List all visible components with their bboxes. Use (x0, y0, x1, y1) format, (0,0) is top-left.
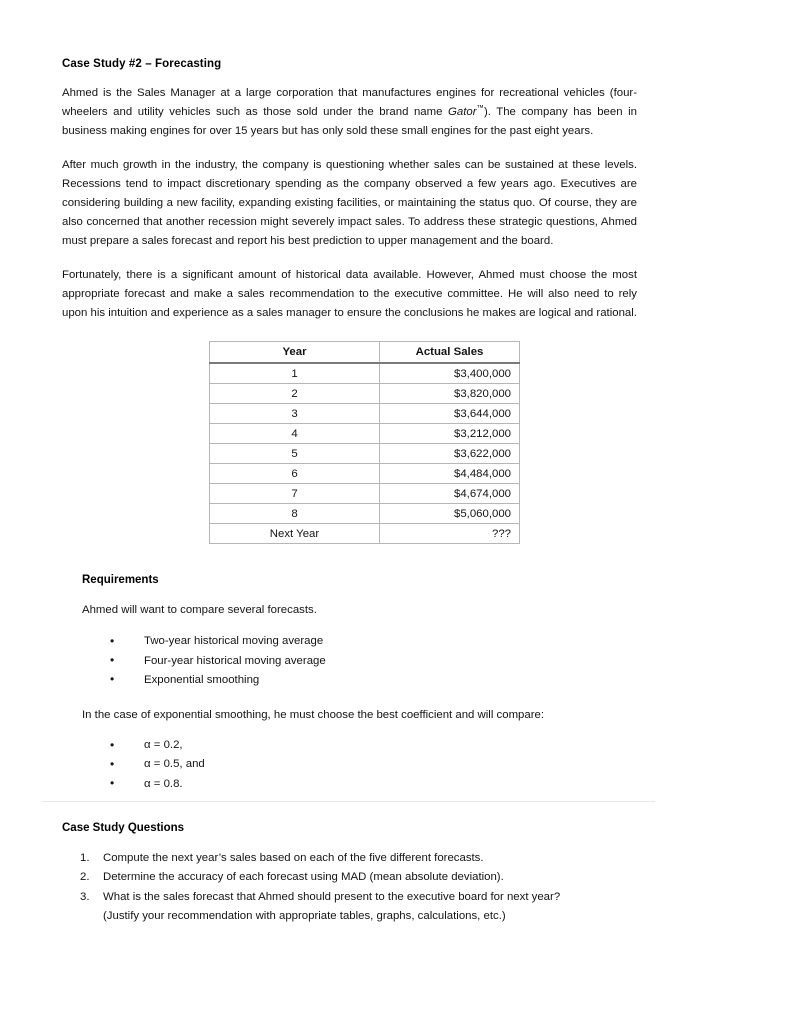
list-item: • Four-year historical moving average (82, 652, 638, 671)
column-header-actual-sales: Actual Sales (380, 342, 520, 364)
trademark-symbol: ™ (476, 103, 484, 113)
paragraph-growth: After much growth in the industry, the company is questioning whether sales can be sustained at these levels. Recessions tend to impact discretionary spending as the company observed a few years ago. Executives are considering building a new facility, expanding existing facilities, or maintaining the status quo. Of course, they are also concerned that another recession might severely impact sales. To address these strategic questions, Ahmed must prepare a sales forecast and report his best prediction to upper management and the board. (62, 158, 637, 248)
cell-year: 8 (210, 504, 380, 524)
cell-year: 6 (210, 464, 380, 484)
table-row (210, 444, 520, 464)
list-item: • α = 0.8. (82, 775, 638, 794)
alpha-coefficients-list (82, 736, 638, 794)
table-row (210, 464, 520, 484)
cell-year: 1 (210, 363, 380, 384)
questions-heading: Case Study Questions (62, 822, 185, 834)
table-row (210, 504, 520, 524)
requirements-intro: Ahmed will want to compare several forecasts. (82, 604, 317, 617)
table-row (210, 484, 520, 504)
question-text: Compute the next year’s sales based on each of the five different forecasts. (103, 852, 484, 864)
sales-table (209, 341, 520, 544)
list-item (62, 888, 647, 927)
section-divider (42, 801, 655, 802)
cell-sales: $3,644,000 (380, 404, 520, 424)
list-item: • Two-year historical moving average (82, 632, 638, 651)
page-title: Case Study #2 – Forecasting (62, 58, 222, 70)
table-row (210, 404, 520, 424)
cell-sales: $3,212,000 (380, 424, 520, 444)
list-item: • Exponential smoothing (82, 671, 638, 690)
alpha-intro-text: In the case of exponential smoothing, he must choose the best coefficient and will compare: (82, 709, 545, 722)
question-text: Determine the accuracy of each forecast using MAD (mean absolute deviation). (103, 871, 504, 884)
column-header-year: Year (210, 342, 380, 364)
cell-sales: $3,622,000 (380, 444, 520, 464)
table-row (210, 384, 520, 404)
cell-sales-unknown: ??? (380, 524, 520, 544)
paragraph-historical-data: Fortunately, there is a significant amount of historical data available. However, Ahmed must choose the most appropriate forecast and make a sales recommendation to the executive committee. He will also need to rely upon his intuition and experience as a sales manager to ensure the conclusions he makes are logical and rational. (62, 268, 637, 320)
table-row (210, 363, 520, 384)
cell-year: 7 (210, 484, 380, 504)
cell-year: Next Year (210, 524, 380, 544)
sales-table-container (62, 341, 637, 544)
cell-sales: $4,674,000 (380, 484, 520, 504)
brand-name-gator: Gator (448, 106, 477, 119)
paragraph-intro-part2: ). The company has been in business making engines for over 15 years but has only sold these small engines for the past eight years. (62, 106, 637, 138)
paragraph-intro (62, 84, 637, 142)
list-item (62, 868, 647, 887)
list-item: • α = 0.2, (82, 736, 638, 755)
cell-sales: $4,484,000 (380, 464, 520, 484)
table-row (210, 424, 520, 444)
cell-sales: $5,060,000 (380, 504, 520, 524)
cell-year: 3 (210, 404, 380, 424)
cell-year: 5 (210, 444, 380, 464)
table-row-next-year (210, 524, 520, 544)
document-body (62, 58, 637, 806)
list-item: • α = 0.5, and (82, 755, 638, 774)
cell-sales: $3,400,000 (380, 363, 520, 384)
requirements-section (82, 574, 638, 794)
requirements-heading: Requirements (82, 574, 159, 587)
question-continuation: (Justify your recommendation with appropriate tables, graphs, calculations, etc.) (103, 909, 506, 922)
questions-section (62, 822, 647, 926)
questions-list (62, 849, 647, 926)
forecast-methods-list (82, 632, 638, 690)
table-header-row (210, 342, 520, 364)
cell-year: 2 (210, 384, 380, 404)
cell-year: 4 (210, 424, 380, 444)
cell-sales: $3,820,000 (380, 384, 520, 404)
paragraph-intro-part1: Ahmed is the Sales Manager at a large corporation that manufactures engines for recreational vehicles (four-wheelers and utility vehicles such as those sold under the brand name (62, 87, 637, 119)
question-text: What is the sales forecast that Ahmed should present to the executive board for next year? (103, 890, 561, 903)
list-item (62, 849, 647, 868)
